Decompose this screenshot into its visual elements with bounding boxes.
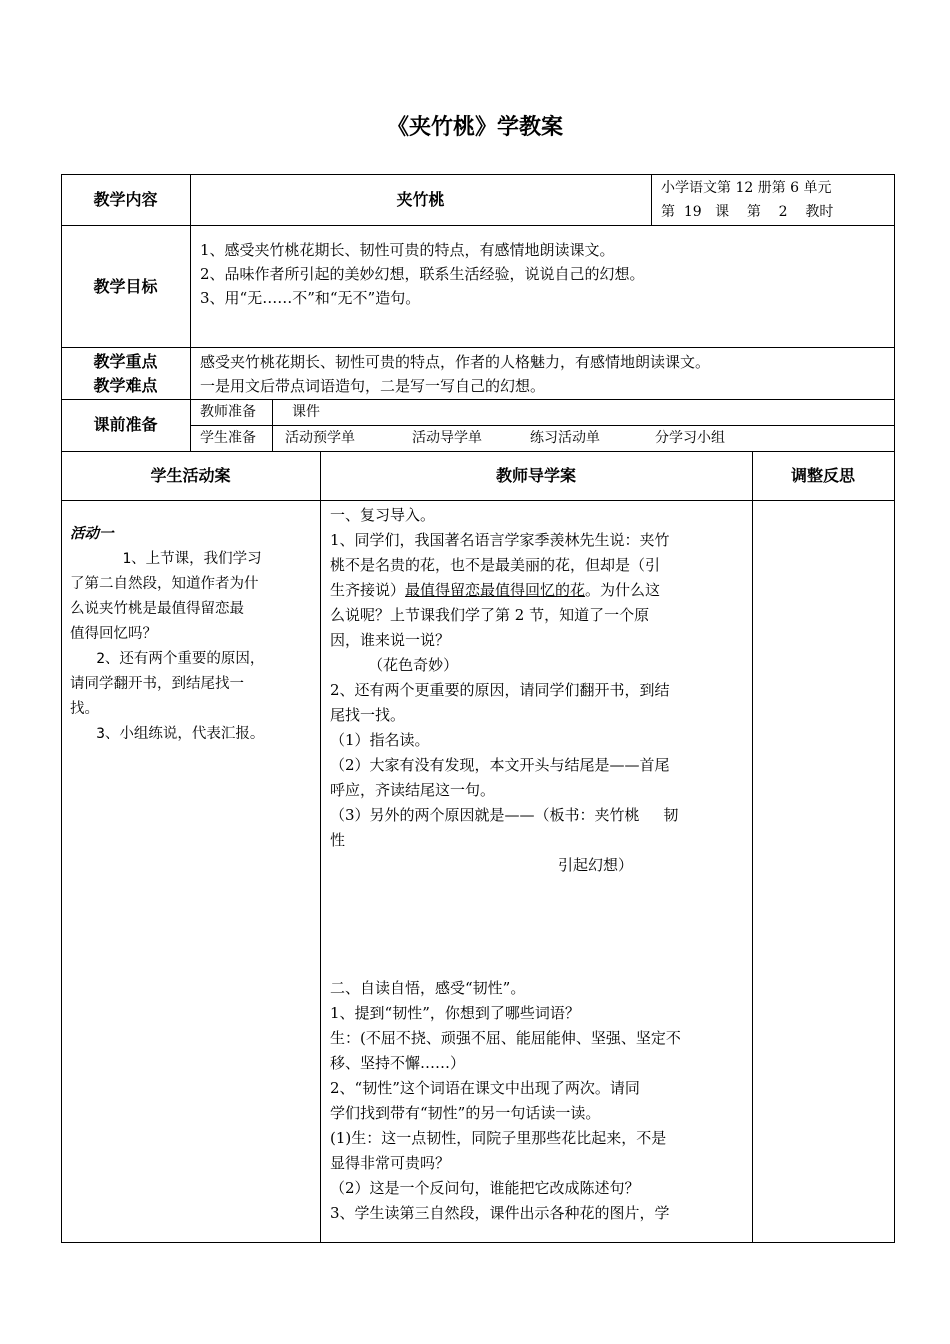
guide-line: 生：(不屈不挠、顽强不屈、能屈能伸、坚强、坚定不 [330,1029,681,1047]
table-border-top [61,174,895,175]
column-header-teacher: 教师导学案 [495,466,576,485]
guide-line: （2）大家有没有发现，本文开头与结尾是——首尾 [330,756,670,774]
guide-line [330,578,748,602]
guide-line: 么说呢？上节课我们学了第 2 节，知道了一个原 [330,606,650,624]
activity-line: 值得回忆吗？ [70,626,157,642]
student-prep-item: 分学习小组 [655,430,725,446]
col-divider-2 [752,451,753,1243]
content-value: 夹竹桃 [396,190,445,209]
guide-line: 因，谁来说一说？ [330,631,451,649]
row-divider-1 [61,225,895,226]
goals-label: 教学目标 [93,277,158,296]
book-info-divider [651,174,652,226]
table-border-left [61,174,62,1243]
guide-line: 尾找一找。 [330,706,406,724]
guide-line: 2、还有两个更重要的原因，请同学们翻开书，到结 [330,681,670,699]
document-title: 《夹竹桃》学教案 [386,115,563,140]
guide-line: 2、“韧性”这个词语在课文中出现了两次。请同 [330,1079,640,1097]
key-point-label: 教学重点 [93,352,158,371]
prep-label: 课前准备 [93,415,158,434]
column-header-reflection: 调整反思 [790,466,855,485]
guide-line: 显得非常可贵吗？ [330,1154,451,1172]
book-info-line1: 小学语文第 12 册第 6 单元 [661,180,832,196]
activity-heading: 活动一 [70,526,114,542]
column-header-student: 学生活动案 [150,466,231,485]
teacher-prep-label: 教师准备 [200,404,256,420]
row-divider-3 [61,399,895,400]
difficult-point-text: 一是用文后带点词语造句，二是写一写自己的幻想。 [200,377,546,395]
guide-line-suffix: 。为什么这 [585,581,661,599]
label-col-divider [190,174,191,452]
table-border-right [894,174,895,1243]
guide-line-prefix: 生齐接说） [330,581,406,599]
row-divider-4 [61,451,895,452]
guide-line: （1）指名读。 [330,731,430,749]
guide-line: 引起幻想） [558,856,634,874]
goal-item-1: 1、感受夹竹桃花期长、韧性可贵的特点，有感情地朗读课文。 [200,241,615,259]
row-divider-5 [61,500,895,501]
prep-label-divider [272,399,273,452]
guide-part2-title: 二、自读自悟，感受“韧性”。 [330,979,526,997]
guide-line: 1、提到“韧性”，你想到了哪些词语？ [330,1004,580,1022]
guide-part1-title: 一、复习导入。 [330,506,436,524]
activity-line: 请同学翻开书，到结尾找一 [70,676,244,692]
col-divider-1 [320,451,321,1243]
activity-line: 找。 [70,701,99,717]
student-prep-item: 活动预学单 [285,430,355,446]
guide-line: （2）这是一个反问句，谁能把它改成陈述句？ [330,1179,640,1197]
content-label: 教学内容 [93,190,158,209]
guide-line: 1、同学们，我国著名语言学家季羡林先生说：夹竹 [330,531,670,549]
teacher-prep-value: 课件 [292,404,320,420]
guide-line: 学们找到带有“韧性”的另一句话读一读。 [330,1104,601,1122]
goal-item-3: 3、用“无……不”和“无不”造句。 [200,289,421,307]
guide-line: 性 [330,831,346,849]
activity-line: 了第二自然段，知道作者为什 [70,576,259,592]
guide-line: 移、坚持不懈……） [330,1054,466,1072]
activity-line: 么说夹竹桃是最值得留恋最 [70,601,244,617]
guide-line: 桃不是名贵的花，也不是最美丽的花，但却是（引 [330,556,661,574]
row-divider-2 [61,347,895,348]
activity-line: 2、还有两个重要的原因， [70,651,265,667]
guide-line: （花色奇妙） [330,656,459,674]
guide-line: (1)生：这一点韧性，同院子里那些花比起来，不是 [330,1129,667,1147]
student-prep-label: 学生准备 [200,430,256,446]
table-border-bottom [61,1242,895,1243]
guide-line: （3）另外的两个原因就是——（板书：夹竹桃 韧 [330,806,679,824]
student-prep-item: 活动导学单 [412,430,482,446]
student-prep-item: 练习活动单 [530,430,600,446]
activity-line: 3、小组练说，代表汇报。 [70,726,265,742]
difficult-point-label: 教学难点 [93,376,158,395]
guide-line: 3、学生读第三自然段，课件出示各种花的图片，学 [330,1204,670,1222]
book-info-line2: 第 19 课 第 2 教时 [661,204,834,220]
guide-line: 呼应，齐读结尾这一句。 [330,781,496,799]
key-point-text: 感受夹竹桃花期长、韧性可贵的特点，作者的人格魅力，有感情地朗读课文。 [200,353,711,371]
activity-line: 1、上节课，我们学习 [70,551,262,567]
goal-item-2: 2、品味作者所引起的美妙幻想，联系生活经验，说说自己的幻想。 [200,265,645,283]
underlined-phrase: 最值得留恋最值得回忆的花 [405,581,586,599]
